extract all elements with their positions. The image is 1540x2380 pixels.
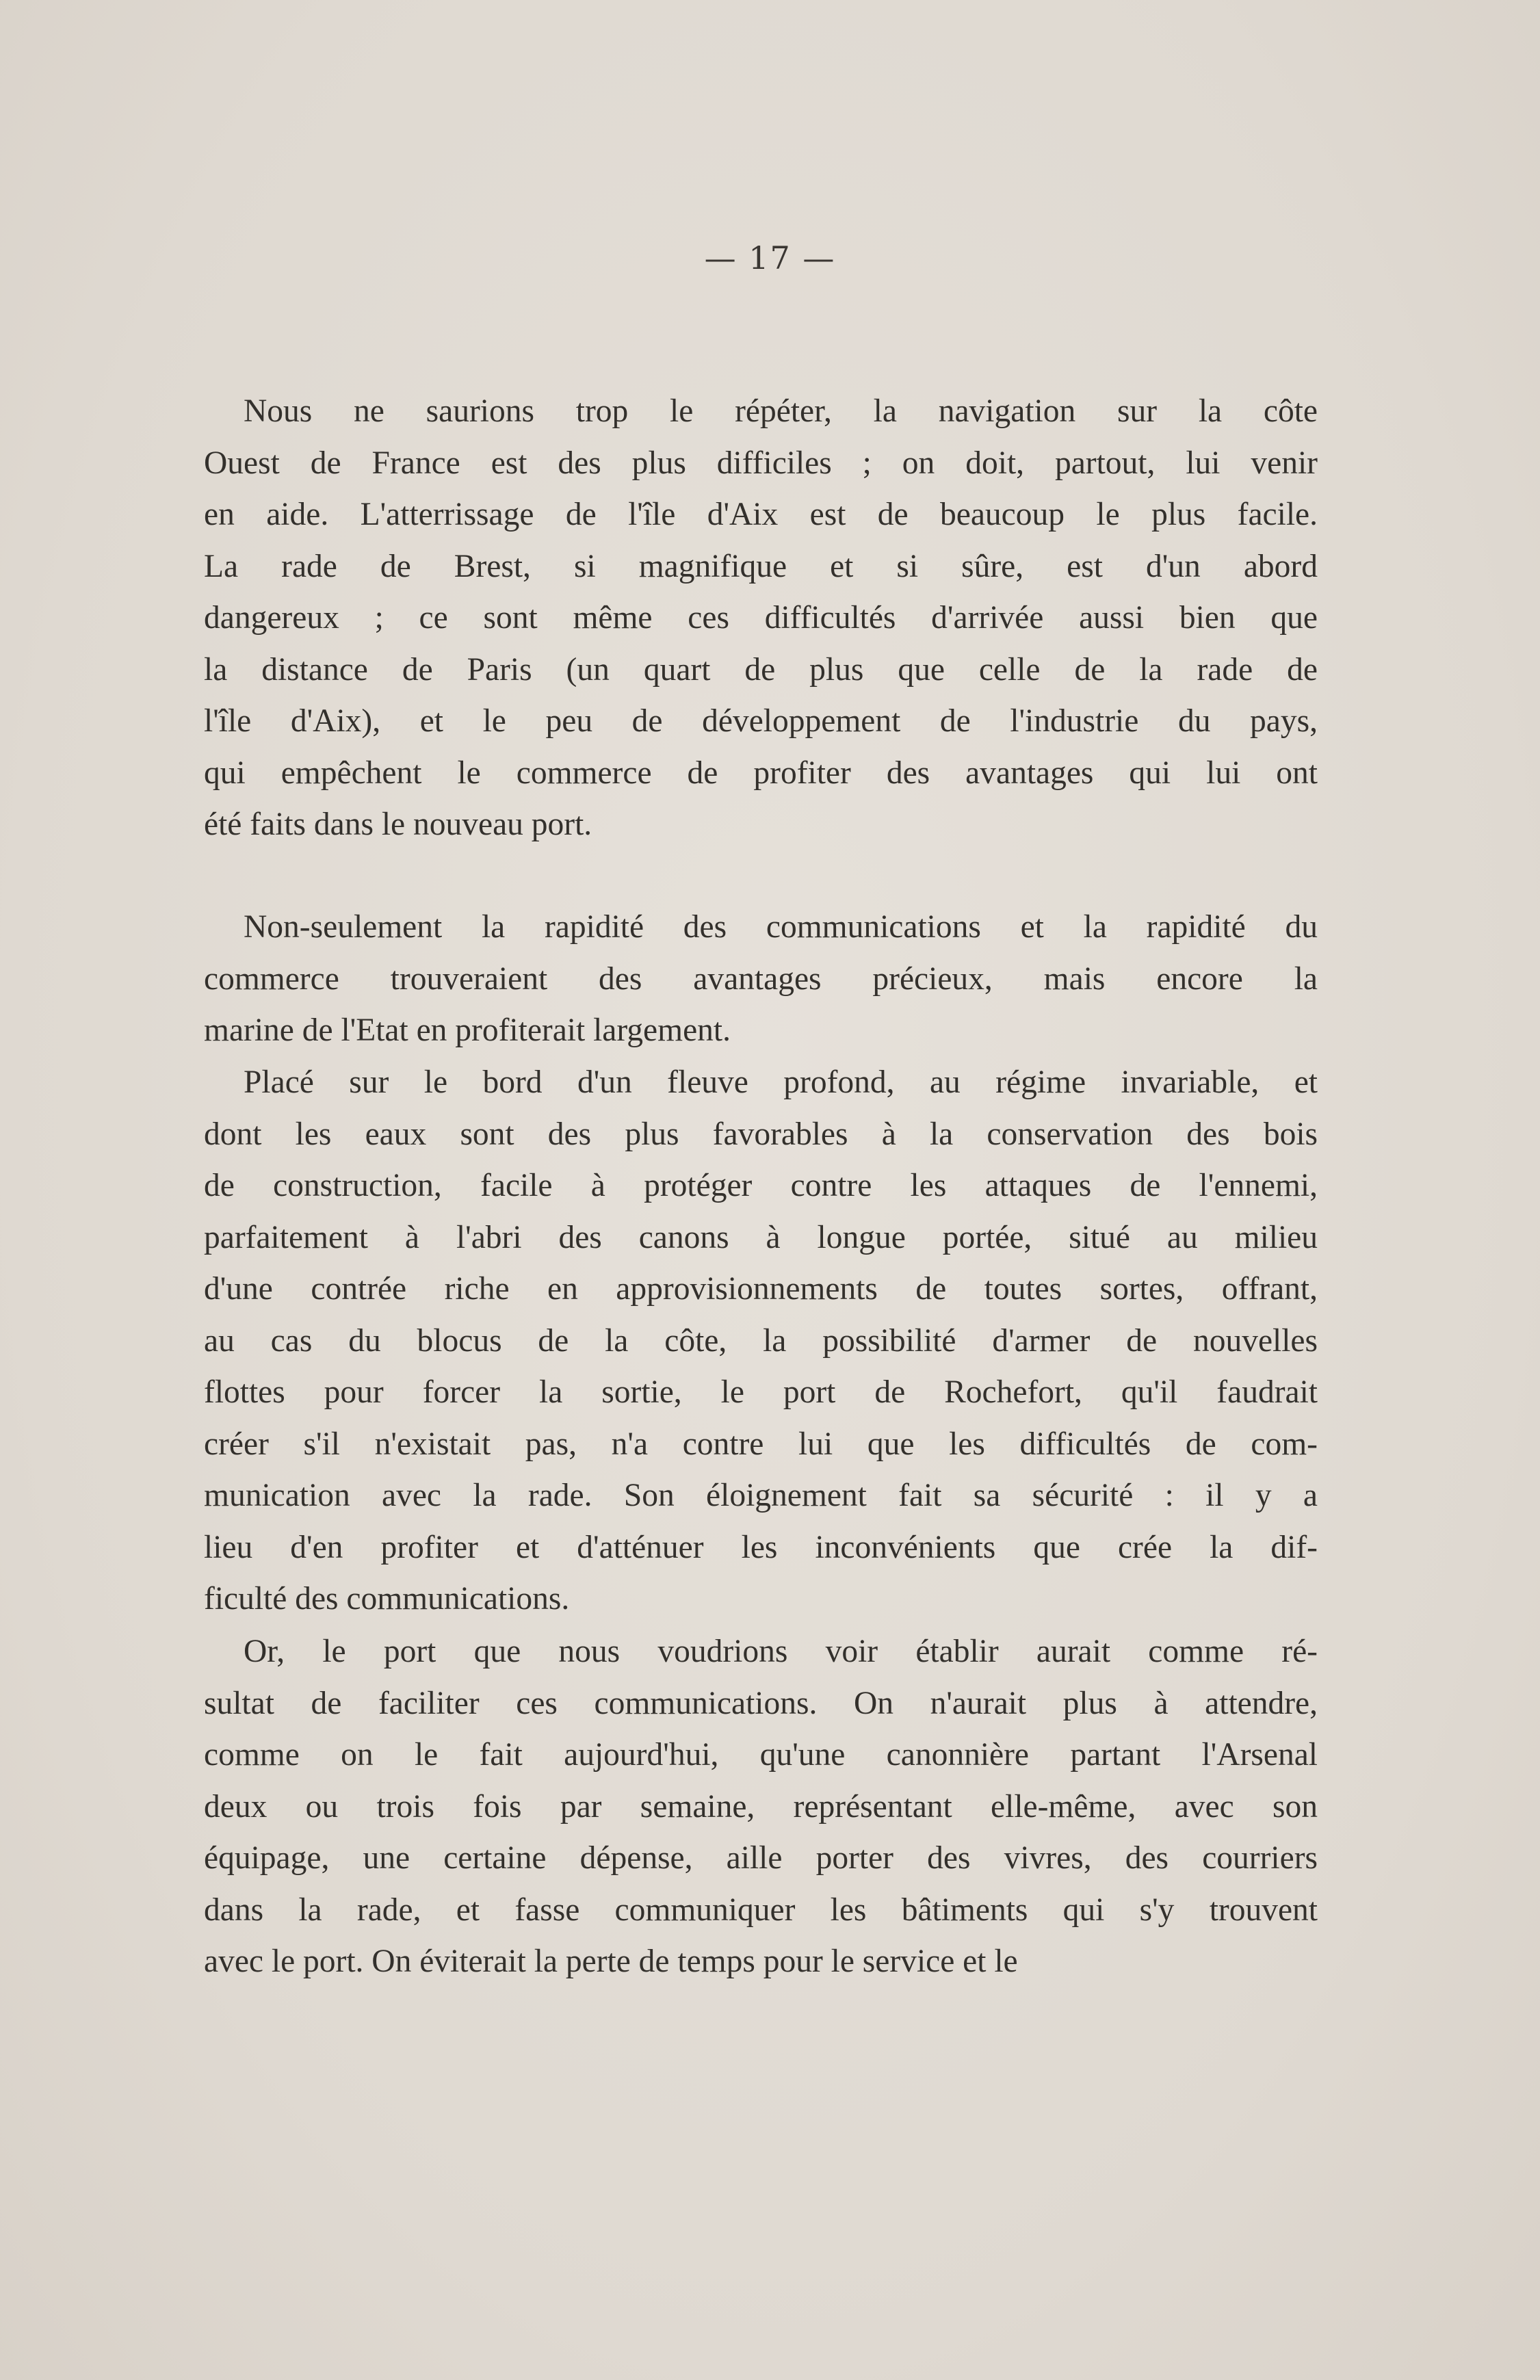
paragraph-3: [204, 1057, 1318, 1625]
paragraph-1: [204, 386, 1318, 851]
page-number: — 17 —: [704, 239, 836, 276]
text-line: Nous ne saurions trop le répéter, la navigation sur la côte: [244, 393, 1318, 429]
text-line: dans la rade, et fasse communiquer les bâtiments qui s'y trouvent: [204, 1892, 1318, 1928]
text-line: munication avec la rade. Son éloignement fait sa sécurité : il y a: [204, 1478, 1318, 1513]
text-line: d'une contrée riche en approvisionnements de toutes sortes, offrant,: [204, 1271, 1318, 1307]
text-line: commerce trouveraient des avantages précieux, mais encore la: [204, 960, 1318, 997]
paragraph-4: [204, 1626, 1318, 1988]
text-line: dangereux ; ce sont même ces difficultés d'arrivée aussi bien que: [204, 600, 1318, 636]
text-line: parfaitement à l'abri des canons à longue portée, situé au milieu: [204, 1219, 1318, 1255]
text-line: la distance de Paris (un quart de plus que celle de la rade de: [204, 651, 1318, 688]
text-line: avec le port. On éviterait la perte de temps pour le service et le: [204, 1944, 1018, 1979]
text-line: Non-seulement la rapidité des communications et la rapidité du: [244, 909, 1318, 945]
text-line: lieu d'en profiter et d'atténuer les inconvénients que crée la dif-: [204, 1529, 1318, 1565]
text-line: au cas du blocus de la côte, la possibilité d'armer de nouvelles: [204, 1322, 1318, 1359]
text-line: Or, le port que nous voudrions voir établir aurait comme ré-: [244, 1634, 1318, 1669]
text-line: qui empêchent le commerce de profiter des avantages qui lui ont: [204, 755, 1318, 791]
text-line: équipage, une certaine dépense, aille porter des vivres, des courriers: [204, 1840, 1318, 1876]
text-line: marine de l'Etat en profiterait largement.: [204, 1012, 731, 1048]
text-line: créer s'il n'existait pas, n'a contre lui que les difficultés de com-: [204, 1426, 1318, 1462]
text-line: en aide. L'atterrissage de l'île d'Aix est de beaucoup le plus facile.: [204, 497, 1318, 532]
text-line: Placé sur le bord d'un fleuve profond, au régime invariable, et: [244, 1064, 1318, 1100]
text-line: sultat de faciliter ces communications. On n'aurait plus à attendre,: [204, 1685, 1318, 1721]
text-line: La rade de Brest, si magnifique et si sûre, est d'un abord: [204, 548, 1318, 584]
text-line: été faits dans le nouveau port.: [204, 807, 592, 842]
paragraph-2: [204, 902, 1318, 1057]
text-line: dont les eaux sont des plus favorables à la conservation des bois: [204, 1116, 1318, 1152]
text-line: ficulté des communications.: [204, 1581, 570, 1617]
text-line: flottes pour forcer la sortie, le port de Rochefort, qu'il faudrait: [204, 1374, 1318, 1410]
text-line: de construction, facile à protéger contre les attaques de l'ennemi,: [204, 1168, 1318, 1203]
text-line: deux ou trois fois par semaine, représentant elle-même, avec son: [204, 1788, 1318, 1825]
text-line: Ouest de France est des plus difficiles ; on doit, partout, lui venir: [204, 445, 1318, 481]
text-line: comme on le fait aujourd'hui, qu'une canonnière partant l'Arsenal: [204, 1737, 1318, 1773]
text-line: l'île d'Aix), et le peu de développement de l'industrie du pays,: [204, 703, 1318, 739]
